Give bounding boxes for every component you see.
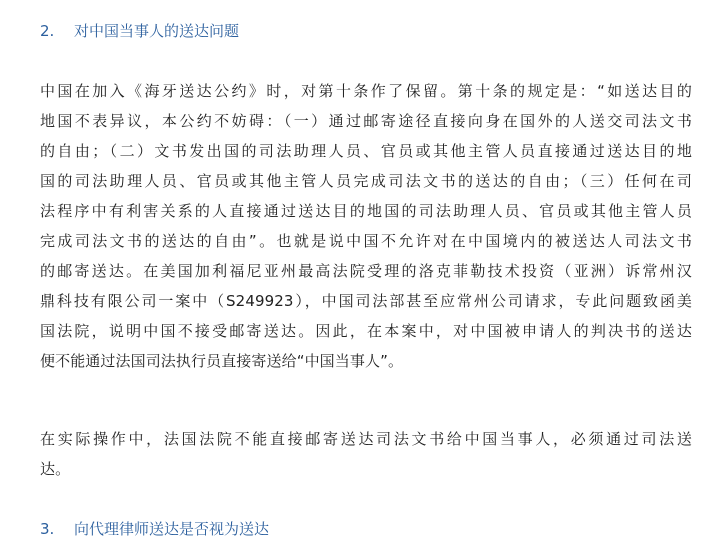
paragraph-line: 完成司法文书的送达的自由”。也就是说中国不允许对在中国境内的被送达人司法文书 (40, 232, 692, 250)
paragraph-line: 法程序中有利害关系的人直接通过送达目的地国的司法助理人员、官员或其他主管人员 (40, 202, 692, 220)
paragraph-service-issue (40, 76, 692, 376)
paragraph-line: 鼎科技有限公司一案中（S249923），中国司法部甚至应常州公司请求，专此问题致函美 (40, 292, 692, 310)
paragraph-line: 国法院，说明中国不接受邮寄送达。因此，在本案中，对中国被申请人的判决书的送达 (40, 322, 692, 340)
section-heading-3 (40, 518, 269, 539)
section-heading-2 (40, 20, 239, 41)
paragraph-line: 国的司法助理人员、官员或其他主管人员完成司法文书的送达的自由；（三）任何在司 (40, 172, 692, 190)
paragraph-practice (40, 424, 692, 484)
paragraph-line: 达。 (40, 460, 71, 478)
paragraph-line: 在实际操作中，法国法院不能直接邮寄送达司法文书给中国当事人，必须通过司法送 (40, 430, 692, 448)
section-title: 对中国当事人的送达问题 (74, 22, 240, 40)
paragraph-line: 中国在加入《海牙送达公约》时，对第十条作了保留。第十条的规定是：“如送达目的 (40, 82, 692, 100)
paragraph-line: 便不能通过法国司法执行员直接寄送给“中国当事人”。 (40, 352, 404, 370)
section-number: 2. (40, 22, 55, 40)
paragraph-line: 的邮寄送达。在美国加利福尼亚州最高法院受理的洛克菲勒技术投资（亚洲）诉常州汉 (40, 262, 692, 280)
paragraph-line: 的自由；（二）文书发出国的司法助理人员、官员或其他主管人员直接通过送达目的地 (40, 142, 692, 160)
paragraph-line: 地国不表异议，本公约不妨碍：（一）通过邮寄途径直接向身在国外的人送交司法文书 (40, 112, 692, 130)
section-number: 3. (40, 520, 55, 538)
section-title: 向代理律师送达是否视为送达 (74, 520, 270, 538)
